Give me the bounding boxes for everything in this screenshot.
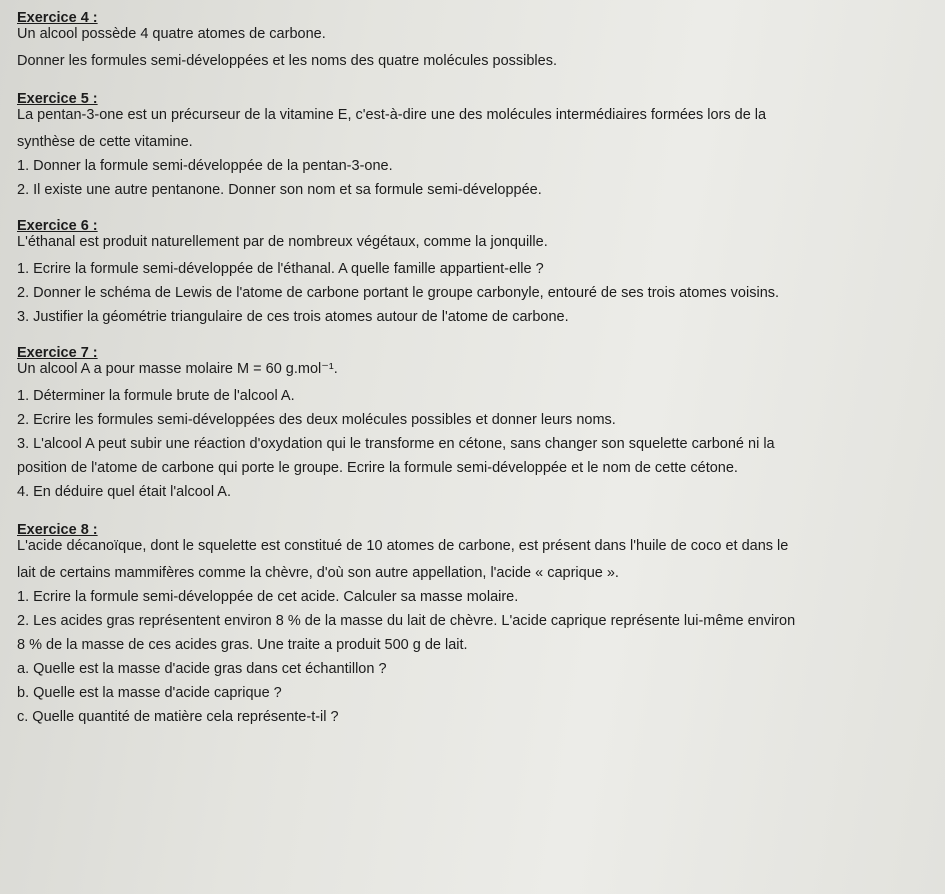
exercise-6-question-2: 2. Donner le schéma de Lewis de l'atome de carbone portant le groupe carbonyle, entouré de ses trois atomes voisins. [17,285,780,301]
exercise-5-question-2: 2. Il existe une autre pentanone. Donner son nom et sa formule semi-développée. [17,182,542,198]
exercise-8 [17,522,929,729]
exercise-8-question-2: 2. Les acides gras représentent environ 8 % de la masse du lait de chèvre. L'acide caprique représente lui-même environ [17,613,796,629]
exercise-8-question-c: c. Quelle quantité de matière cela représente-t-il ? [17,709,339,725]
exercise-8-line: L'acide décanoïque, dont le squelette est constitué de 10 atomes de carbone, est présent dans l'huile de coco et dans le [17,538,789,554]
exercise-7-question-2: 2. Ecrire les formules semi-développées des deux molécules possibles et donner leurs noms. [17,412,616,428]
exercise-6-line: L'éthanal est produit naturellement par de nombreux végétaux, comme la jonquille. [17,234,548,250]
exercise-5-title: Exercice 5 : [17,91,98,107]
exercise-8-question-b: b. Quelle est la masse d'acide caprique ? [17,685,282,701]
exercise-8-line: 8 % de la masse de ces acides gras. Une traite a produit 500 g de lait. [17,637,468,653]
exercise-7-question-4: 4. En déduire quel était l'alcool A. [17,484,231,500]
exercise-5-question-1: 1. Donner la formule semi-développée de la pentan-3-one. [17,158,393,174]
exercise-6 [17,218,929,329]
exercise-4 [17,10,929,73]
exercise-5 [17,91,929,202]
exercise-7-title: Exercice 7 : [17,345,98,361]
exercise-7 [17,345,929,504]
exercise-7-question-3: 3. L'alcool A peut subir une réaction d'oxydation qui le transforme en cétone, sans changer son squelette carboné ni la [17,436,775,452]
exercise-8-title: Exercice 8 : [17,522,98,538]
exercise-8-question-a: a. Quelle est la masse d'acide gras dans cet échantillon ? [17,661,387,677]
exercise-8-line: lait de certains mammifères comme la chèvre, d'où son autre appellation, l'acide « caprique ». [17,565,619,581]
exercise-7-line: Un alcool A a pour masse molaire M = 60 g.mol⁻¹. [17,361,338,377]
exercise-6-question-1: 1. Ecrire la formule semi-développée de l'éthanal. A quelle famille appartient-elle ? [17,261,544,277]
exercise-7-question-1: 1. Déterminer la formule brute de l'alcool A. [17,388,295,404]
exercise-6-title: Exercice 6 : [17,218,98,234]
exercise-4-line: Donner les formules semi-développées et les noms des quatre molécules possibles. [17,53,557,69]
exercise-6-question-3: 3. Justifier la géométrie triangulaire de ces trois atomes autour de l'atome de carbone. [17,309,569,325]
exercise-5-line: La pentan-3-one est un précurseur de la vitamine E, c'est-à-dire une des molécules intermédiaires formées lors de la [17,107,767,123]
exercise-5-line: synthèse de cette vitamine. [17,134,193,150]
exercise-4-line: Un alcool possède 4 quatre atomes de carbone. [17,26,326,42]
exercise-4-title: Exercice 4 : [17,10,98,26]
exercise-7-line: position de l'atome de carbone qui porte le groupe. Ecrire la formule semi-développée et le nom de cette cétone. [17,460,738,476]
exercise-8-question-1: 1. Ecrire la formule semi-développée de cet acide. Calculer sa masse molaire. [17,589,519,605]
